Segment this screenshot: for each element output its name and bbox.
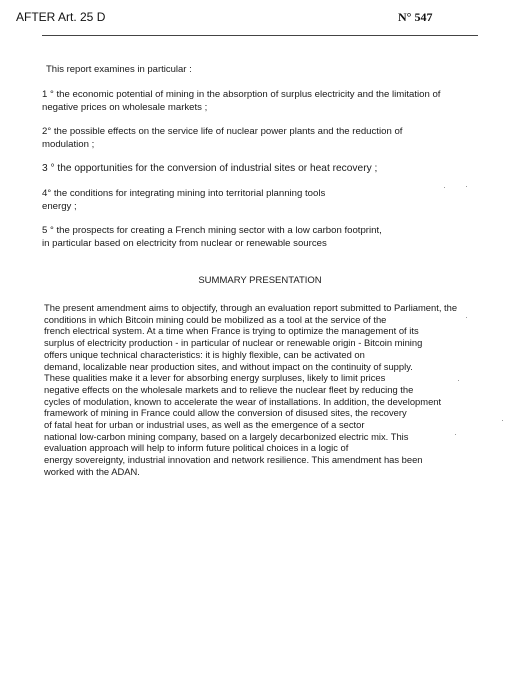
list-item-line: in particular based on electricity from nuclear or renewable sources	[42, 238, 327, 249]
header-divider	[42, 35, 478, 36]
list-item-line: 2° the possible effects on the service life of nuclear power plants and the reduction of	[42, 126, 403, 137]
summary-line: energy sovereignty, industrial innovation and network resilience. This amendment has been	[44, 454, 423, 466]
intro-text: This report examines in particular :	[46, 64, 192, 75]
amendment-reference: AFTER Art. 25 D	[16, 10, 106, 24]
summary-line: french electrical system. At a time when France is trying to optimize the management of its	[44, 325, 419, 337]
scan-speck	[502, 420, 503, 421]
summary-line: The present amendment aims to objectify, through an evaluation report submitted to Parliament, the	[44, 302, 458, 313]
list-item-line: negative prices on wholesale markets ;	[42, 102, 208, 113]
list-item	[42, 224, 482, 250]
list-item-line: 4° the conditions for integrating mining into territorial planning tools	[42, 188, 326, 199]
list-item-line: 5 ° the prospects for creating a French mining sector with a low carbon footprint,	[42, 225, 382, 236]
scan-speck	[458, 380, 459, 381]
list-item-line: energy ;	[42, 201, 77, 212]
list-item	[42, 162, 482, 175]
summary-line: evaluation approach will help to inform future political choices in a logic of	[44, 442, 349, 454]
summary-line: worked with the ADAN.	[44, 465, 140, 477]
list-item-line: 3 ° the opportunities for the conversion of industrial sites or heat recovery ;	[42, 163, 378, 174]
summary-line: framework of mining in France could allow the conversion of disused sites, the recovery	[44, 407, 407, 419]
summary-line: offers unique technical characteristics: it is highly flexible, can be activated on	[44, 348, 365, 360]
amendment-number: N° 547	[398, 10, 433, 24]
summary-line: surplus of electricity production - in particular of nuclear or renewable origin - Bitcoin mining	[44, 337, 423, 349]
summary-line: demand, localizable near production sites, and without impact on the continuity of supply.	[44, 360, 413, 372]
summary-line: cycles of modulation, known to accelerate the wear of installations. In addition, the development	[44, 395, 442, 407]
list-item-line: modulation ;	[42, 139, 95, 150]
summary-heading: SUMMARY PRESENTATION	[198, 275, 322, 286]
summary-paragraph	[44, 302, 484, 478]
summary-line: of fatal heat for urban or industrial uses, as well as the emergence of a sector	[44, 419, 365, 431]
scan-speck	[466, 317, 467, 318]
scan-speck	[455, 434, 456, 435]
scan-speck	[466, 186, 467, 187]
summary-line: conditions in which Bitcoin mining could be mobilized as a tool at the service of the	[44, 313, 387, 325]
list-item	[42, 187, 482, 213]
list-item	[42, 88, 482, 114]
list-item-line: 1 ° the economic potential of mining in the absorption of surplus electricity and the limitation of	[42, 89, 441, 100]
summary-line: national low-carbon mining company, based on a largely decarbonized electric mix. This	[44, 430, 409, 442]
list-item	[42, 125, 482, 151]
summary-line: These qualities make it a lever for absorbing energy surpluses, likely to limit prices	[44, 372, 386, 384]
scan-speck	[444, 187, 445, 188]
summary-line: negative effects on the wholesale markets and to relieve the nuclear fleet by reducing the	[44, 383, 414, 395]
